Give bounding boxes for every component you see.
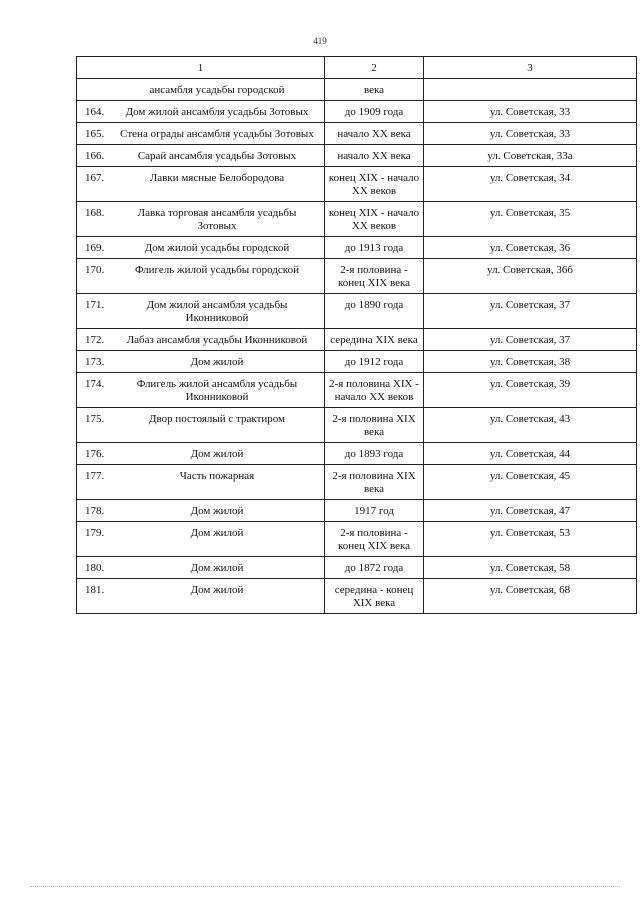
monuments-table (76, 56, 637, 614)
object-name: Двор постоялый с трактиром (148, 413, 286, 425)
column-header-1: 1 (77, 57, 325, 79)
date-cell: до 1913 года (325, 237, 424, 259)
table-row (77, 408, 637, 443)
date-cell: конец XIX - начало XX веков (325, 167, 424, 202)
table-row (77, 167, 637, 202)
row-number: 173. (85, 356, 105, 368)
table-row (77, 443, 637, 465)
name-cell (77, 579, 325, 614)
object-name: Лабаз ансамбля усадьбы Иконниковой (126, 334, 308, 346)
table-row (77, 259, 637, 294)
name-cell (77, 351, 325, 373)
object-name: Дом жилой (190, 562, 244, 574)
date-cell: начало XX века (325, 145, 424, 167)
row-number: 172. (85, 334, 105, 346)
name-cell (77, 408, 325, 443)
column-header-2: 2 (325, 57, 424, 79)
continuation-date: века (325, 79, 424, 101)
page-number: 419 (313, 36, 327, 46)
row-number: 168. (85, 207, 105, 219)
column-header-3: 3 (424, 57, 637, 79)
row-number: 175. (85, 413, 105, 425)
name-cell (77, 259, 325, 294)
object-name: Часть пожарная (179, 470, 255, 482)
address-cell: ул. Советская, 45 (424, 465, 637, 500)
date-cell: 2-я половина XIX века (325, 465, 424, 500)
date-cell: середина - конец XIX века (325, 579, 424, 614)
row-number: 181. (85, 584, 105, 596)
table-row (77, 294, 637, 329)
address-cell: ул. Советская, 39 (424, 373, 637, 408)
address-cell: ул. Советская, 36 (424, 237, 637, 259)
name-cell (77, 294, 325, 329)
date-cell: 2-я половина - конец XIX века (325, 522, 424, 557)
date-cell: до 1893 года (325, 443, 424, 465)
row-number: 176. (85, 448, 105, 460)
object-name: Дом жилой ансамбля усадьбы Зотовых (125, 106, 309, 118)
address-cell: ул. Советская, 44 (424, 443, 637, 465)
name-cell (77, 443, 325, 465)
object-name: Лавки мясные Белобородова (149, 172, 285, 184)
object-name: Дом жилой (190, 584, 244, 596)
name-cell (77, 557, 325, 579)
object-name: Дом жилой (190, 356, 244, 368)
name-cell (77, 329, 325, 351)
row-number: 178. (85, 505, 105, 517)
row-number: 171. (85, 299, 105, 311)
table-row (77, 123, 637, 145)
address-cell: ул. Советская, 35 (424, 202, 637, 237)
address-cell: ул. Советская, 33 (424, 123, 637, 145)
name-cell (77, 500, 325, 522)
row-number: 169. (85, 242, 105, 254)
table-row (77, 351, 637, 373)
address-cell: ул. Советская, 37 (424, 329, 637, 351)
row-number: 165. (85, 128, 105, 140)
object-name: Стена ограды ансамбля усадьбы Зотовых (120, 128, 314, 140)
name-cell (77, 167, 325, 202)
object-name: Дом жилой (190, 527, 244, 539)
object-name: Флигель жилой ансамбля усадьбы Иконниковой (136, 378, 298, 403)
address-cell: ул. Советская, 33 (424, 101, 637, 123)
date-cell: 2-я половина - конец XIX века (325, 259, 424, 294)
name-cell (77, 237, 325, 259)
address-cell: ул. Советская, 38 (424, 351, 637, 373)
row-number: 180. (85, 562, 105, 574)
address-cell: ул. Советская, 37 (424, 294, 637, 329)
row-number: 164. (85, 106, 105, 118)
table-row (77, 557, 637, 579)
date-cell: до 1872 года (325, 557, 424, 579)
row-number: 177. (85, 470, 105, 482)
row-number: 179. (85, 527, 105, 539)
date-cell: 2-я половина XIX века (325, 408, 424, 443)
address-cell: ул. Советская, 58 (424, 557, 637, 579)
name-cell (77, 145, 325, 167)
table-row (77, 465, 637, 500)
date-cell: начало XX века (325, 123, 424, 145)
date-cell: середина XIX века (325, 329, 424, 351)
object-name: ансамбля усадьбы городской (149, 84, 285, 96)
row-number: 166. (85, 150, 105, 162)
table-row (77, 522, 637, 557)
date-cell: до 1909 года (325, 101, 424, 123)
name-cell (77, 101, 325, 123)
address-cell: ул. Советская, 34 (424, 167, 637, 202)
table-row (77, 329, 637, 351)
address-cell: ул. Советская, 43 (424, 408, 637, 443)
date-cell: 1917 год (325, 500, 424, 522)
table-row (77, 237, 637, 259)
object-name: Дом жилой (190, 505, 244, 517)
header-row (77, 57, 637, 79)
name-cell (77, 123, 325, 145)
object-name: Лавка торговая ансамбля усадьбы Зотовых (137, 207, 297, 232)
object-name: Сарай ансамбля усадьбы Зотовых (137, 150, 297, 162)
table-row (77, 202, 637, 237)
table-row (77, 579, 637, 614)
object-name: Дом жилой усадьбы городской (144, 242, 290, 254)
date-cell: 2-я половина XIX - начало XX веков (325, 373, 424, 408)
name-cell (77, 465, 325, 500)
row-number: 167. (85, 172, 105, 184)
name-cell (77, 522, 325, 557)
name-cell (77, 202, 325, 237)
address-cell: ул. Советская, 47 (424, 500, 637, 522)
table-row (77, 500, 637, 522)
name-cell (77, 373, 325, 408)
address-cell: ул. Советская, 33а (424, 145, 637, 167)
object-name: Дом жилой (190, 448, 244, 460)
object-name: Дом жилой ансамбля усадьбы Иконниковой (146, 299, 288, 324)
address-cell: ул. Советская, 68 (424, 579, 637, 614)
date-cell: до 1912 года (325, 351, 424, 373)
row-number: 174. (85, 378, 105, 390)
address-cell: ул. Советская, 53 (424, 522, 637, 557)
table-row (77, 145, 637, 167)
table-row (77, 101, 637, 123)
scan-noise-line (30, 886, 620, 889)
date-cell: конец XIX - начало XX веков (325, 202, 424, 237)
continuation-row (77, 79, 637, 101)
table-row (77, 373, 637, 408)
continuation-address (424, 79, 637, 101)
date-cell: до 1890 года (325, 294, 424, 329)
row-number: 170. (85, 264, 105, 276)
object-name: Флигель жилой усадьбы городской (135, 264, 299, 276)
continuation-name-cell (77, 79, 325, 101)
address-cell: ул. Советская, 36б (424, 259, 637, 294)
